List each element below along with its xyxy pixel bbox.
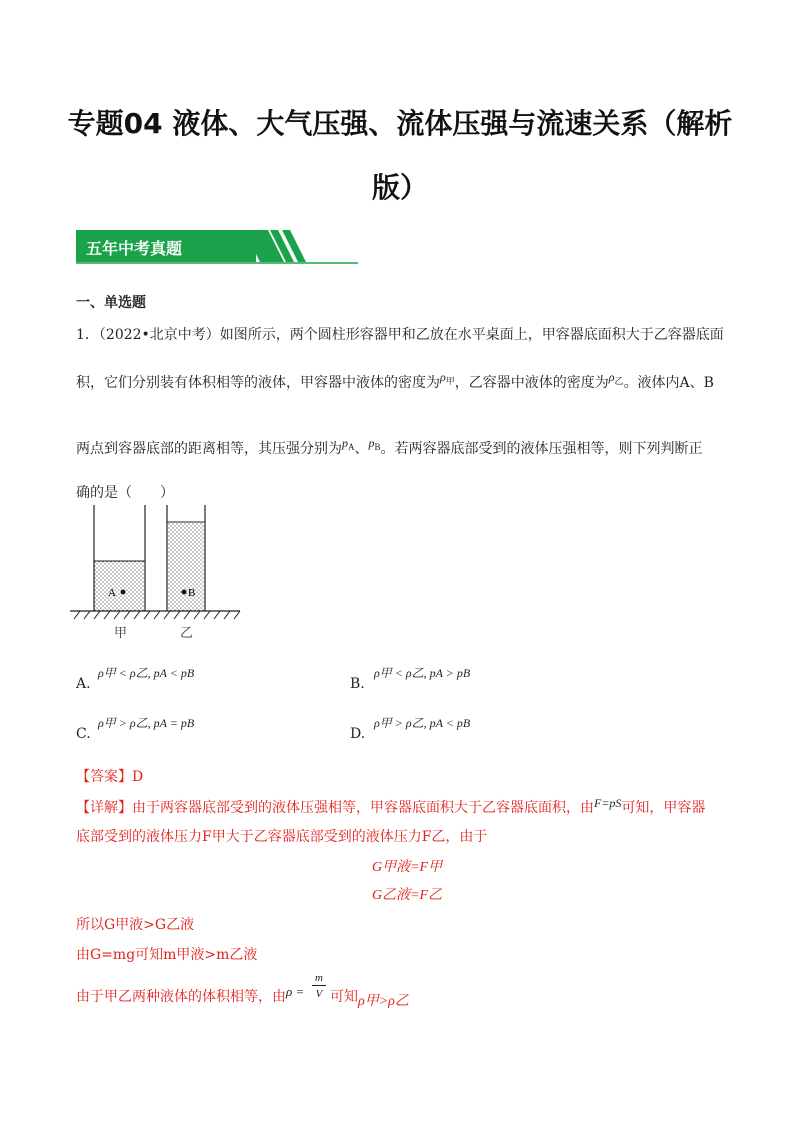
question-text: 两点到容器底部的距离相等，其压强分别为 (76, 441, 342, 457)
fraction-numerator: m (312, 972, 326, 986)
explanation-line-5 (76, 986, 286, 1006)
option-d-label: D. (350, 726, 366, 742)
option-d-text: ρ甲 > ρ乙, pA < pB (374, 716, 471, 730)
question-line-1: 1．（2022•北京中考）如图所示，两个圆柱形容器甲和乙放在水平桌面上，甲容器底面积大于乙容器底面 (76, 327, 724, 343)
explanation-line-3: 所以G甲液>G乙液 (76, 917, 195, 933)
question-line-3 (76, 436, 703, 458)
container-label-jia: 甲 (114, 626, 128, 641)
rho-subscript: 甲 (445, 376, 455, 386)
explanation-text: 可知，甲容器 (621, 800, 706, 816)
p-symbol: p (368, 436, 375, 450)
density-comparison: ρ甲>ρ乙 (358, 994, 409, 1009)
point-a-dot (121, 590, 126, 595)
p-subscript: A (348, 442, 355, 452)
explanation-text: 由于两容器底部受到的液体压强相等，甲容器底面积大于乙容器底面积，由 (132, 800, 594, 816)
explanation-line-4: 由G=mg可知m甲液>m乙液 (76, 947, 258, 963)
section-heading: 一、单选题 (76, 295, 146, 311)
containers-figure (70, 505, 245, 645)
rho-symbol: ρ (608, 370, 615, 384)
liquid-jia (94, 561, 145, 611)
rho-yi (609, 370, 624, 384)
rho-symbol: ρ (440, 370, 446, 384)
equation-g-jia: G甲液=F甲 (372, 860, 443, 875)
explanation-text: 可知 (330, 989, 358, 1005)
answer-line (76, 766, 143, 786)
banner-label: 五年中考真题 (86, 239, 183, 258)
p-subscript: B (374, 442, 381, 452)
p-symbol: p (342, 436, 348, 450)
section-banner (76, 230, 358, 264)
explanation-tag: 【详解】 (76, 800, 132, 816)
option-b-text: ρ甲 < ρ乙, pA > pB (374, 666, 471, 680)
question-text: 。若两容器底部受到的液体压强相等，则下列判断正 (380, 441, 703, 457)
point-b-dot (182, 590, 187, 595)
option-b-label: B. (350, 676, 365, 692)
separator: 、 (354, 441, 369, 457)
point-a-label: A (108, 587, 116, 599)
explanation-line-1 (76, 796, 705, 817)
answer-tag: 【答案】 (76, 769, 132, 785)
p-a (342, 436, 355, 450)
page-title-continued: 版） (371, 171, 428, 204)
explanation-line-2: 底部受到的液体压力F甲大于乙容器底部受到的液体压力F乙，由于 (76, 829, 488, 845)
liquid-yi (167, 522, 205, 611)
rho-jia (440, 370, 455, 384)
p-b (369, 436, 381, 450)
option-a-label: A. (76, 676, 91, 692)
question-line-4: 确的是（ ） (76, 485, 174, 501)
option-a-text: ρ甲 < ρ乙, pA < pB (98, 666, 195, 680)
page-title: 专题04 液体、大气压强、流体压强与流速关系（解析 (67, 107, 733, 140)
option-c-label: C. (76, 726, 91, 742)
question-line-2 (76, 370, 714, 392)
option-c-text: ρ甲 > ρ乙, pA = pB (98, 716, 195, 730)
explanation-text: 由于甲乙两种液体的体积相等，由 (76, 989, 286, 1005)
fraction-denominator: V (315, 988, 323, 1000)
answer-value: D (132, 769, 144, 785)
rho-subscript: 乙 (614, 376, 624, 386)
question-text: ，乙容器中液体的密度为 (454, 375, 609, 391)
formula-f-ps: F=pS (594, 796, 622, 810)
container-label-yi: 乙 (180, 626, 194, 641)
point-b-label: B (188, 587, 196, 599)
density-formula-lhs: ρ = (286, 984, 305, 999)
question-text: 。液体内A、B (623, 375, 714, 391)
question-text: 积，它们分别装有体积相等的液体，甲容器中液体的密度为 (76, 375, 440, 391)
equation-g-yi: G乙液=F乙 (372, 888, 443, 903)
